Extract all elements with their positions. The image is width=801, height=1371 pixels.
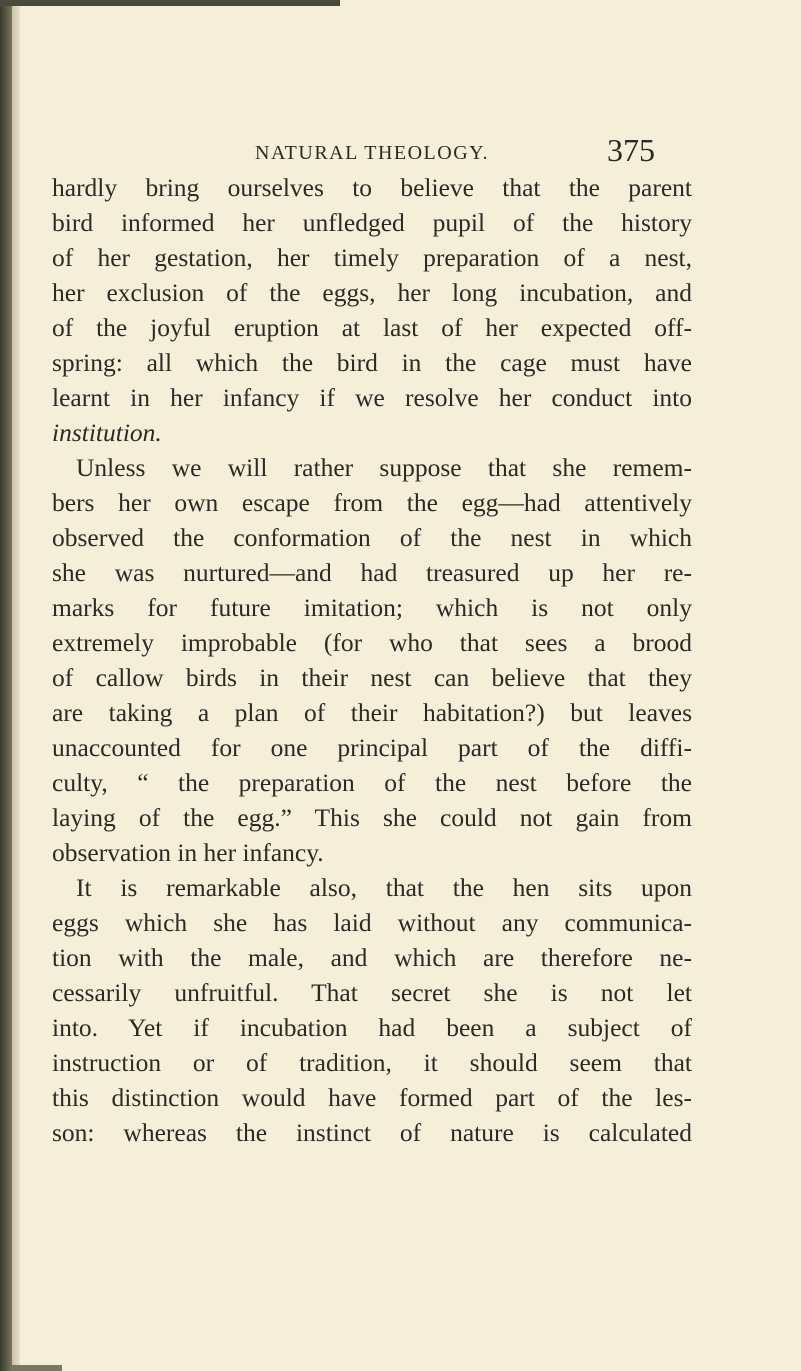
text-line: extremely improbable (for who that sees a brood (52, 628, 692, 657)
page-number: 375 (607, 132, 655, 168)
text-line: observed the conformation of the nest in which (52, 523, 692, 552)
text-line: institution. (52, 418, 162, 447)
text-line: eggs which she has laid without any communica- (52, 908, 692, 937)
text-line: laying of the egg.” This she could not gain from (52, 803, 692, 832)
running-head: NATURAL THEOLOGY. (255, 142, 490, 164)
text-line: are taking a plan of their habitation?) but leaves (52, 698, 692, 727)
binding-edge (12, 0, 20, 1371)
paragraph-start-line: It is remarkable also, that the hen sits upon (76, 873, 692, 902)
text-line: into. Yet if incubation had been a subject of (52, 1013, 692, 1042)
text-line: cessarily unfruitful. That secret she is not let (52, 978, 692, 1007)
text-line: she was nurtured—and had treasured up her re- (52, 558, 692, 587)
page-header (0, 132, 801, 172)
text-line: observation in her infancy. (52, 838, 324, 867)
text-line: hardly bring ourselves to believe that the parent (52, 173, 692, 202)
text-line: spring: all which the bird in the cage must have (52, 348, 692, 377)
text-line: of her gestation, her timely preparation of a nest, (52, 243, 692, 272)
paragraph-start-line: Unless we will rather suppose that she remem- (76, 453, 692, 482)
text-line: this distinction would have formed part of the les- (52, 1083, 692, 1112)
text-line: culty, “ the preparation of the nest before the (52, 768, 692, 797)
text-line: of the joyful eruption at last of her expected off- (52, 313, 692, 342)
text-line: unaccounted for one principal part of the diffi- (52, 733, 692, 762)
text-line: marks for future imitation; which is not only (52, 593, 692, 622)
book-binding (0, 0, 12, 1371)
bottom-edge-rule (12, 1365, 62, 1371)
text-line: son: whereas the instinct of nature is calculated (52, 1118, 692, 1147)
text-line: learnt in her infancy if we resolve her conduct into (52, 383, 692, 412)
text-line: her exclusion of the eggs, her long incubation, and (52, 278, 692, 307)
body-text (52, 170, 692, 1150)
top-edge-rule (0, 0, 340, 6)
text-line: tion with the male, and which are therefore ne- (52, 943, 692, 972)
text-line: bird informed her unfledged pupil of the history (52, 208, 692, 237)
text-line: bers her own escape from the egg—had attentively (52, 488, 692, 517)
text-line: instruction or of tradition, it should seem that (52, 1048, 692, 1077)
text-line: of callow birds in their nest can believe that they (52, 663, 692, 692)
